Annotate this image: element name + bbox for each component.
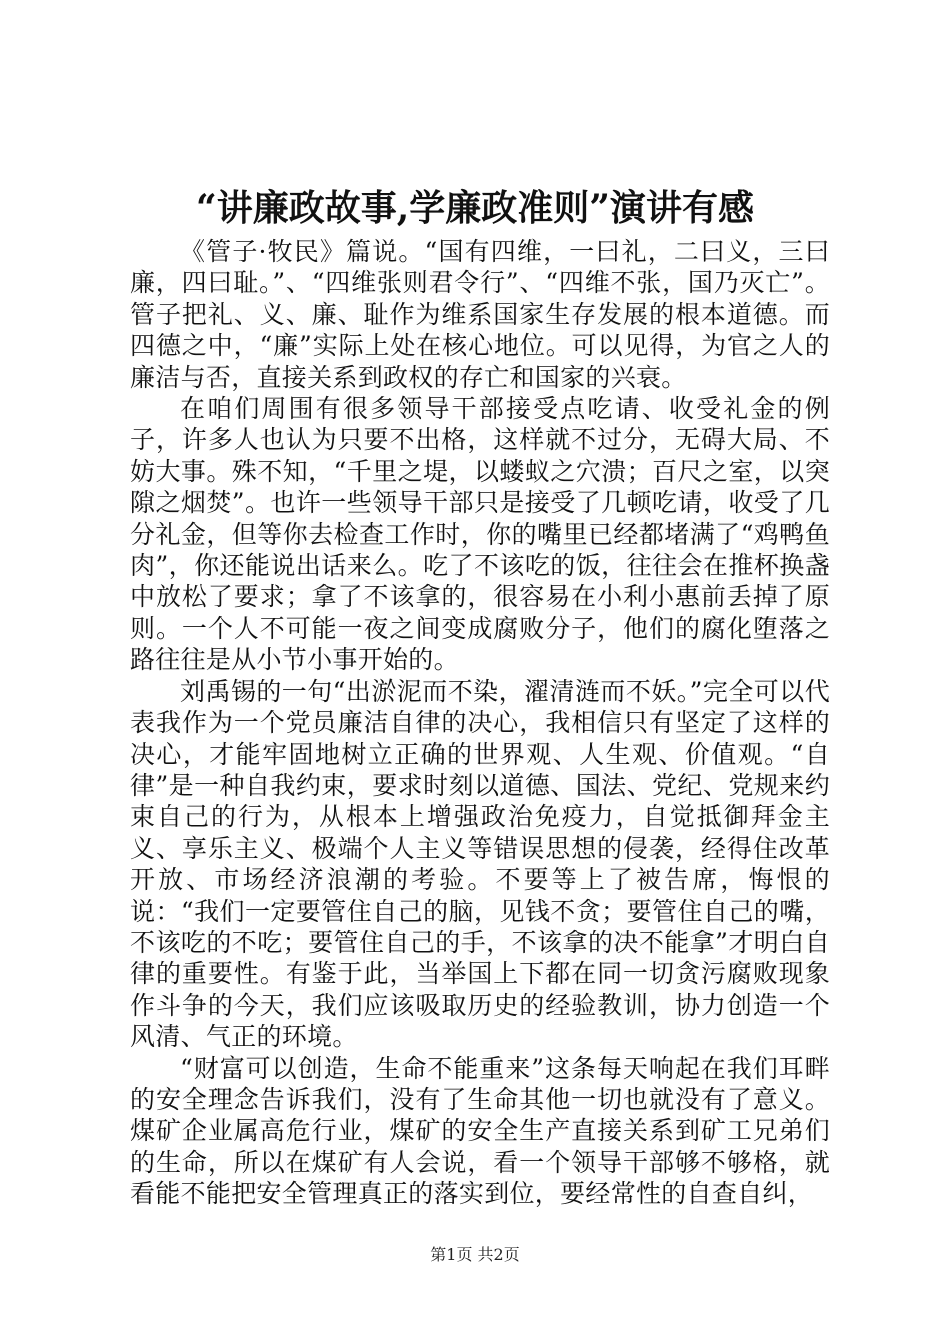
paragraph-1: 《管子·牧民》篇说。“国有四维，一曰礼，二曰义，三曰廉，四曰耻。”、“四维张则君令行”、“四维不张，国乃灭亡”。管子把礼、义、廉、耻作为维系国家生存发展的根本道德。而四德之中，“廉”实际上处在核心地位。可以见得，为官之人的廉洁与否，直接关系到政权的存亡和国家的兴衰。 <box>130 237 830 392</box>
paragraph-2: 在咱们周围有很多领导干部接受点吃请、收受礼金的例子，许多人也认为只要不出格，这样就不过分，无碍大局、不妨大事。殊不知，“千里之堤，以蝼蚁之穴溃；百尺之室，以突隙之烟焚”。也许一些领导干部只是接受了几顿吃请，收受了几分礼金，但等你去检查工作时，你的嘴里已经都堵满了“鸡鸭鱼肉”，你还能说出话来么。吃了不该吃的饭，往往会在推杯换盏中放松了要求；拿了不该拿的，很容易在小利小惠前丢掉了原则。一个人不可能一夜之间变成腐败分子，他们的腐化堕落之路往往是从小节小事开始的。 <box>130 394 830 675</box>
paragraph-4: “财富可以创造，生命不能重来”这条每天响起在我们耳畔的安全理念告诉我们，没有了生命其他一切也就没有了意义。煤矿企业属高危行业，煤矿的安全生产直接关系到矿工兄弟们的生命，所以在煤矿有人会说，看一个领导干部够不够格，就看能不能把安全管理真正的落实到位，要经常性的自查自纠， <box>130 1053 830 1209</box>
paragraph-3: 刘禹锡的一句“出淤泥而不染，濯清涟而不妖。”完全可以代表我作为一个党员廉洁自律的决心，我相信只有坚定了这样的决心，才能牢固地树立正确的世界观、人生观、价值观。“自律”是一种自我约束，要求时刻以道德、国法、党纪、党规来约束自己的行为，从根本上增强政治免疫力，自觉抵御拜金主义、享乐主义、极端个人主义等错误思想的侵袭，经得住改革开放、市场经济浪潮的考验。不要等上了被告席，悔恨的说：“我们一定要管住自己的脑，见钱不贪；要管住自己的嘴，不该吃的不吃；要管住自己的手，不该拿的决不能拿”才明白自律的重要性。有鉴于此，当举国上下都在同一切贪污腐败现象作斗争的今天，我们应该吸取历史的经验教训，协力创造一个风清、气正的环境。 <box>130 676 830 1052</box>
document-body <box>130 236 830 1210</box>
page-number-footer: 第1页 共2页 <box>430 1245 520 1264</box>
document-title: “讲廉政故事,学廉政准则”演讲有感 <box>196 187 754 229</box>
